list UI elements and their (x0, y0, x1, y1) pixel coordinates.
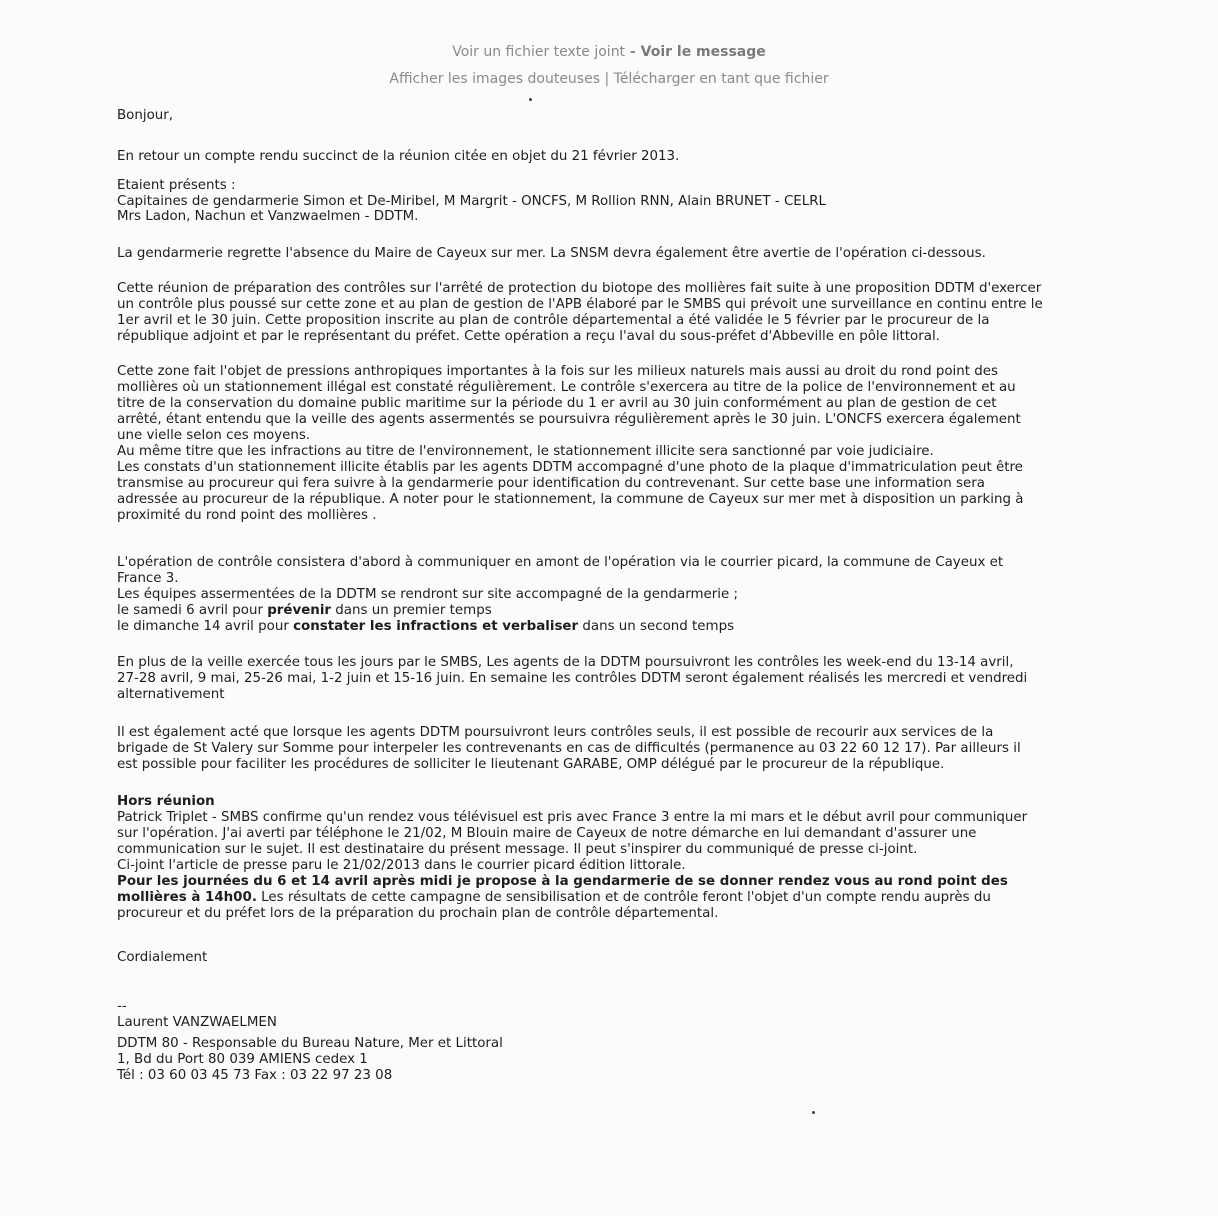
paragraph-line: Les constats d'un stationnement illicite établis par les agents DDTM accompagné d'une photo de la plaque d'immatriculation peut être (117, 460, 1023, 475)
paragraph-line: une vielle selon ces moyens. (117, 428, 311, 443)
paragraph-line: Cette réunion de préparation des contrôles sur l'arrêté de protection du biotope des mollières fait suite à une proposition DDTM d'exercer (117, 281, 1042, 296)
paragraph-line: communication sur le sujet. Il est destinataire du présent message. Il peut s'inspirer du communiqué de presse ci-joint. (117, 842, 918, 857)
closing: Cordialement (117, 950, 208, 965)
bold-phrase: mollières à 14h00. (117, 890, 257, 905)
paragraph-line: Cette zone fait l'objet de pressions anthropiques importantes à la fois sur les milieux naturels mais aussi au droit du rond point des (117, 364, 998, 379)
view-text-attachment-link[interactable]: Voir un fichier texte joint (452, 44, 626, 60)
scan-speck (812, 1111, 815, 1114)
view-message-link[interactable]: Voir le message (640, 44, 766, 60)
paragraph-line: Au même titre que les infractions au titre de l'environnement, le stationnement illicite sera sanctionné par voie judiciaire. (117, 444, 934, 459)
paragraph-line: Les équipes assermentées de la DDTM se rendront sur site accompagné de la gendarmerie ; (117, 587, 739, 602)
present-title: Etaient présents : (117, 178, 236, 193)
signature-name: Laurent VANZWAELMEN (117, 1015, 277, 1030)
paragraph-line: Ci-joint l'article de presse paru le 21/02/2013 dans le courrier picard édition littorale. (117, 858, 686, 873)
signature-phones: Tél : 03 60 03 45 73 Fax : 03 22 97 23 08 (117, 1068, 393, 1083)
present-line: Mrs Ladon, Nachun et Vanzwaelmen - DDTM. (117, 209, 419, 224)
paragraph-line: est possible pour faciliter les procédures de solliciter le lieutenant GARABE, OMP délégué par le procureur de la république. (117, 757, 945, 772)
paragraph-line: le samedi 6 avril pour prévenir dans un premier temps (117, 603, 492, 618)
header-links-row-2 (0, 72, 1218, 87)
paragraph-line: mollières à 14h00. Les résultats de cette campagne de sensibilisation et de contrôle feront l'objet d'un compte rendu auprès du (117, 890, 991, 905)
header-links-row-1 (0, 45, 1218, 60)
show-images-link[interactable]: Afficher les images douteuses (389, 71, 601, 87)
paragraph-line: arrêté, étant entendu que la veille des agents assermentés se poursuivra régulièrement après le 30 juin. L'ONCFS exercera également (117, 412, 1021, 427)
paragraph-line: mollières où un stationnement illégal est constaté régulièrement. Le contrôle s'exercera au titre de la police de l'environnement et au (117, 380, 1016, 395)
bold-paragraph-line: Pour les journées du 6 et 14 avril après midi je propose à la gendarmerie de se donner rendez vous au rond point des (117, 874, 1008, 889)
bold-phrase: prévenir (267, 603, 332, 618)
signature-role: DDTM 80 - Responsable du Bureau Nature, Mer et Littoral (117, 1036, 503, 1051)
paragraph-line: Il est également acté que lorsque les agents DDTM poursuivront leurs contrôles seuls, il est possible de recourir aux services de la (117, 725, 994, 740)
paragraph-line: procureur et du préfet lors de la préparation du prochain plan de contrôle départemental. (117, 906, 719, 921)
greeting: Bonjour, (117, 108, 174, 123)
paragraph-line: transmise au procureur qui fera suivre à la gendarmerie pour identification du contrevenant. Sur cette base une information sera (117, 476, 985, 491)
present-line: Capitaines de gendarmerie Simon et De-Miribel, M Margrit - ONCFS, M Rollion RNN, Alain BRUNET - CELRL (117, 194, 826, 209)
paragraph-line: titre de la conservation du domaine public maritime sur la période du 1 er avril au 30 juin conformément au plan de gestion de cet (117, 396, 997, 411)
paragraph-line: sur l'opération. J'ai averti par téléphone le 21/02, M Blouin maire de Cayeux de notre démarche en lui demandant d'assurer une (117, 826, 977, 841)
header-pipe: | (600, 71, 614, 87)
paragraph-line: république adjoint et par le représentant du préfet. Cette opération a reçu l'aval du sous-préfet d'Abbeville en pôle littoral. (117, 329, 940, 344)
paragraph-line: alternativement (117, 687, 225, 702)
paragraph-line: Patrick Triplet - SMBS confirme qu'un rendez vous télévisuel est pris avec France 3 entre la mi mars et le début avril pour communiquer (117, 810, 1028, 825)
paragraph-line: proximité du rond point des mollières . (117, 508, 377, 523)
paragraph-line: le dimanche 14 avril pour constater les infractions et verbaliser dans un second temps (117, 619, 735, 634)
intro-line: En retour un compte rendu succinct de la réunion citée en objet du 21 février 2013. (117, 149, 680, 164)
signature-address: 1, Bd du Port 80 039 AMIENS cedex 1 (117, 1052, 368, 1067)
paragraph-line: L'opération de contrôle consistera d'abord à communiquer en amont de l'opération via le courrier picard, la commune de Cayeux et (117, 555, 1004, 570)
paragraph-line: adressée au procureur de la république. A noter pour le stationnement, la commune de Cayeux sur mer met à disposition un parking à (117, 492, 1024, 507)
bold-phrase: constater les infractions et verbaliser (293, 619, 579, 634)
paragraph-line: 1er avril et le 30 juin. Cette proposition inscrite au plan de contrôle départemental a été validée le 5 février par le procureur de la (117, 313, 990, 328)
paragraph-line: En plus de la veille exercée tous les jours par le SMBS, Les agents de la DDTM poursuivront les contrôles les week-end du 13-14 avril, (117, 655, 1014, 670)
scan-speck (529, 98, 532, 101)
paragraph-line: 27-28 avril, 9 mai, 25-26 mai, 1-2 juin et 15-16 juin. En semaine les contrôles DDTM seront également réalisés les mercredi et vendredi (117, 671, 1028, 686)
download-as-file-link[interactable]: Télécharger en tant que fichier (613, 71, 829, 87)
hors-reunion-title: Hors réunion (117, 794, 215, 809)
paragraph-line: un contrôle plus poussé sur cette zone et au plan de gestion de l'APB élaboré par le SMBS qui prévoit une surveillance en continu entre le (117, 297, 1043, 312)
header-separator: - (625, 44, 641, 60)
paragraph-line: France 3. (117, 571, 179, 586)
paragraph-line: La gendarmerie regrette l'absence du Maire de Cayeux sur mer. La SNSM devra également être avertie de l'opération ci-dessous. (117, 246, 986, 261)
signature-separator: -- (117, 999, 127, 1014)
paragraph-line: brigade de St Valery sur Somme pour interpeler les contrevenants en cas de difficultés (permanence au 03 22 60 12 17). Par ailleurs il (117, 741, 1021, 756)
